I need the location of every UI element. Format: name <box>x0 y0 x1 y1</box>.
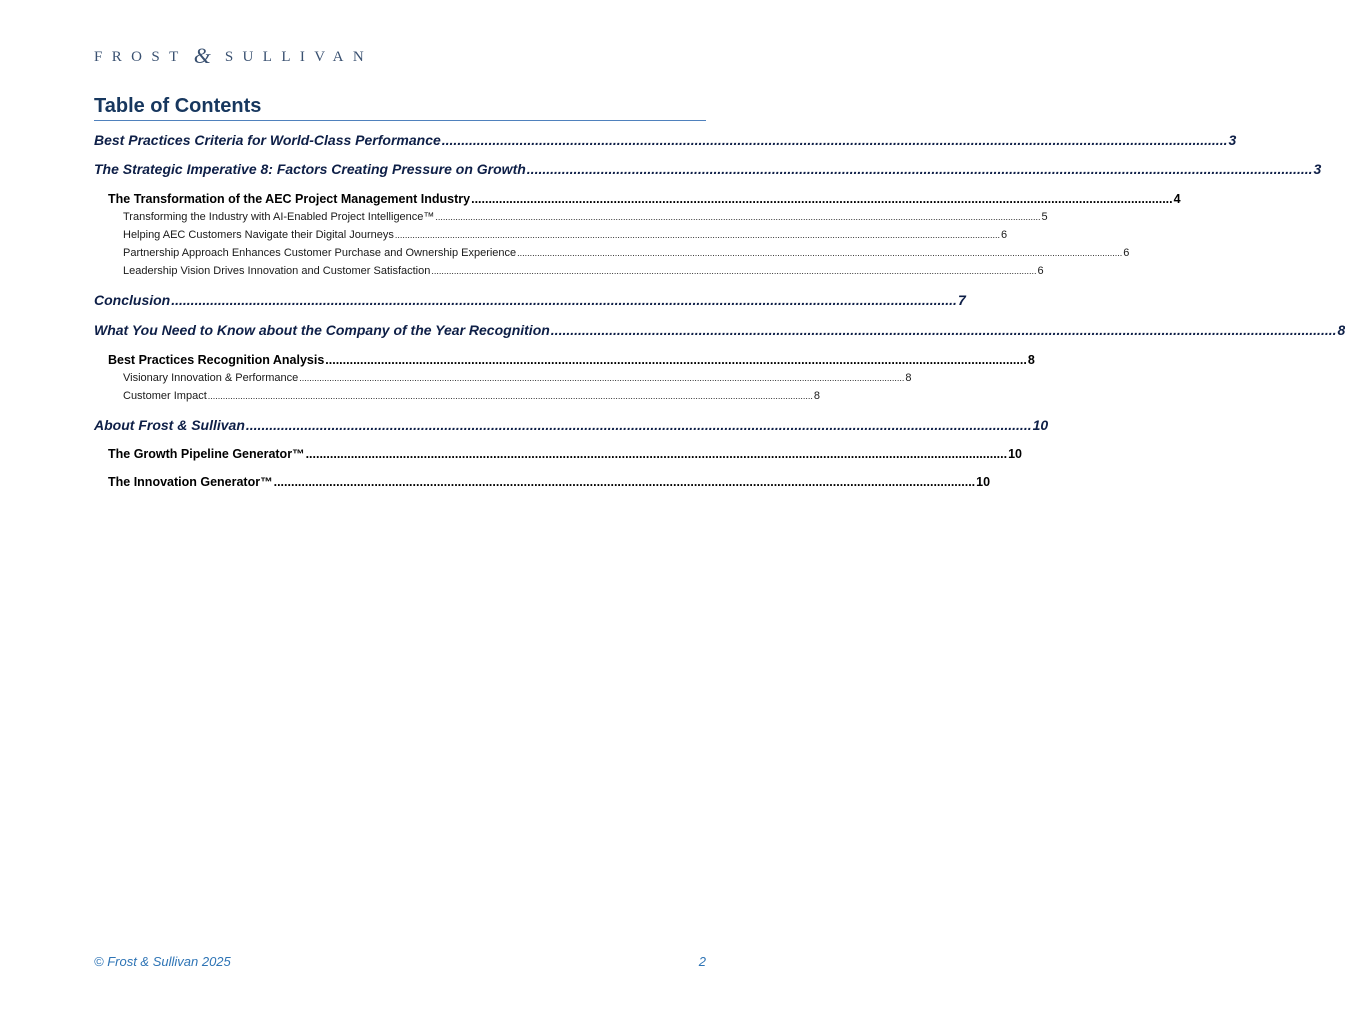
dot-leader: .................................................................................................................................................................................................................................................. <box>299 373 905 383</box>
toc-entry-label: What You Need to Know about the Company of the Year Recognition <box>94 322 550 338</box>
toc-title: Table of Contents <box>94 93 706 121</box>
footer-page-number: 2 <box>698 954 706 969</box>
toc-entry-label: Helping AEC Customers Navigate their Digital Journeys <box>123 229 394 241</box>
toc-entry-page: 6 <box>1037 265 1044 277</box>
dot-leader: .................................................................................................................................................................................................................................................. <box>431 266 1037 276</box>
dot-leader: .......................................................................................................................................................................................................... <box>526 161 1313 177</box>
dot-leader: .................................................................................................................................................................................................................................................. <box>517 248 1123 258</box>
toc-entry[interactable] <box>94 132 1237 148</box>
toc-entry-label: The Growth Pipeline Generator™ <box>108 447 305 461</box>
toc-entry-page: 8 <box>905 372 912 384</box>
toc-entry[interactable] <box>94 161 1322 177</box>
toc-entry[interactable] <box>108 475 991 489</box>
toc-entry-page: 7 <box>957 292 966 308</box>
dot-leader: .................................................................................................................................................................................................................................................. <box>394 230 1000 240</box>
dot-leader: .......................................................................................................................................................................................................... <box>171 292 957 308</box>
toc-entry-page: 6 <box>1000 229 1008 241</box>
dot-leader: .......................................................................................................................................................................................................... <box>245 417 1032 433</box>
toc-entry[interactable] <box>94 322 1345 338</box>
toc-entry-page: 5 <box>1041 211 1048 223</box>
toc-entry[interactable] <box>123 265 1044 277</box>
toc-entry-page: 10 <box>1008 447 1022 461</box>
dot-leader: .......................................................................................................................................................................................................... <box>441 132 1228 148</box>
logo-frost-text: FROST <box>94 49 188 65</box>
dot-leader: .................................................................................................................................................................................................................................................. <box>435 212 1041 222</box>
toc-entry-label: Transforming the Industry with AI-Enabled Project Intelligence™ <box>123 211 435 223</box>
toc-entry[interactable] <box>123 229 1008 241</box>
dot-leader: .......................................................................................................................................................................................................... <box>550 322 1337 338</box>
toc-entry[interactable] <box>123 390 820 402</box>
dot-leader: .................................................................................................................................................................................................................................................. <box>207 391 813 401</box>
toc-entry[interactable] <box>94 417 1049 433</box>
toc-entry-page: 4 <box>1173 192 1181 206</box>
toc-entry-label: Best Practices Criteria for World-Class Performance <box>94 132 441 148</box>
toc-entry-page: 8 <box>1337 322 1345 338</box>
toc-entry[interactable] <box>108 353 1035 367</box>
toc-entry-page: 3 <box>1313 161 1322 177</box>
toc-entry-label: The Innovation Generator™ <box>108 475 273 489</box>
toc-entry[interactable] <box>123 247 1130 259</box>
footer-copyright: © Frost & Sullivan 2025 <box>94 954 231 969</box>
toc-entry-page: 10 <box>1032 417 1049 433</box>
toc-entry-label: The Strategic Imperative 8: Factors Creating Pressure on Growth <box>94 161 526 177</box>
dot-leader: .......................................................................................................................................................................................................... <box>273 475 976 489</box>
toc-entry-label: Best Practices Recognition Analysis <box>108 353 325 367</box>
dot-leader: .......................................................................................................................................................................................................... <box>305 447 1008 461</box>
toc-entry[interactable] <box>108 447 1022 461</box>
dot-leader: .......................................................................................................................................................................................................... <box>471 192 1173 206</box>
toc-entry-label: Partnership Approach Enhances Customer Purchase and Ownership Experience <box>123 247 517 259</box>
toc-entry-label: Conclusion <box>94 292 171 308</box>
toc-entry-page: 8 <box>1027 353 1035 367</box>
frost-sullivan-logo <box>94 41 373 67</box>
toc-entry-label: Customer Impact <box>123 390 207 402</box>
toc-entry-page: 8 <box>813 390 820 402</box>
toc-entry-label: About Frost & Sullivan <box>94 417 245 433</box>
logo-ampersand: & <box>193 43 211 68</box>
toc-entry-page: 3 <box>1228 132 1237 148</box>
toc-entry[interactable] <box>108 192 1181 206</box>
dot-leader: .......................................................................................................................................................................................................... <box>325 353 1027 367</box>
toc-entry[interactable] <box>123 211 1048 223</box>
toc-entry-page: 10 <box>976 475 991 489</box>
toc-entry-page: 6 <box>1123 247 1130 259</box>
logo-sullivan-text: SULLIVAN <box>224 49 374 65</box>
toc-entry[interactable] <box>94 292 966 308</box>
toc-entry-label: Leadership Vision Drives Innovation and Customer Satisfaction <box>123 265 431 277</box>
toc-entry-label: The Transformation of the AEC Project Management Industry <box>108 192 471 206</box>
toc-entry[interactable] <box>123 372 912 384</box>
toc-entry-label: Visionary Innovation & Performance <box>123 372 299 384</box>
